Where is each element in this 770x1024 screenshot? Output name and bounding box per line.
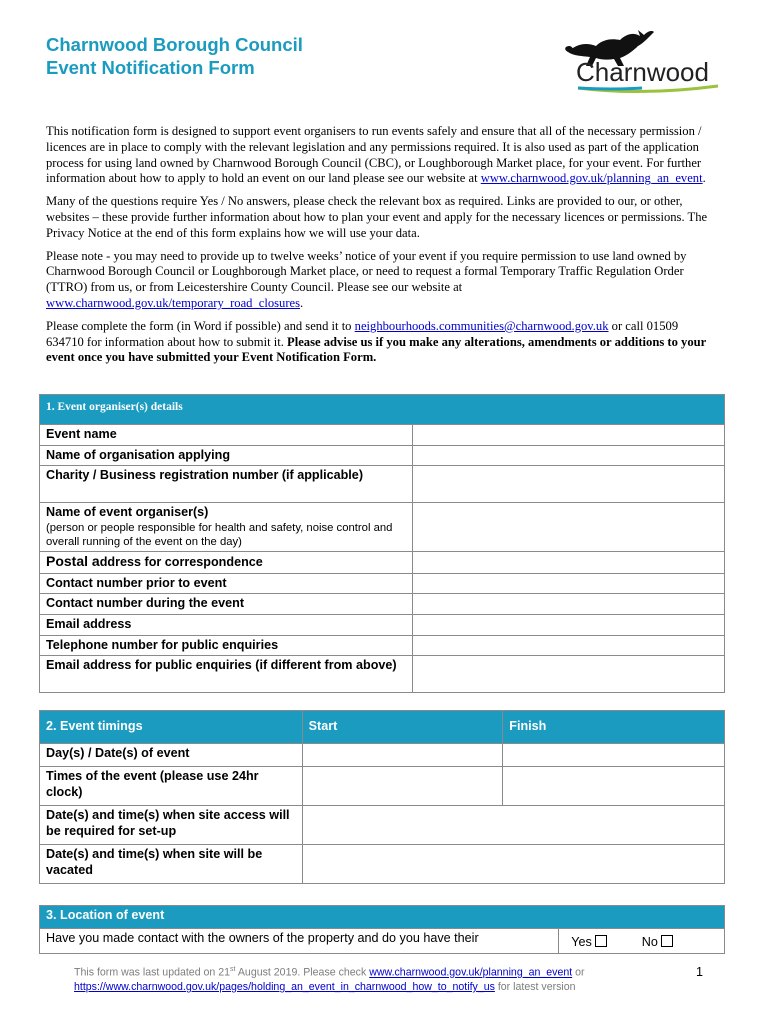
email-address-field[interactable] [412,614,724,635]
event-dates-start[interactable] [302,744,503,767]
organisation-name-label: Name of organisation applying [40,445,413,466]
registration-number-field[interactable] [412,466,724,503]
postal-address-label: Postal address for correspondence [40,552,413,574]
no-checkbox[interactable] [661,935,673,947]
postal-address-field[interactable] [412,552,724,574]
owner-contact-question: Have you made contact with the owners of the property and do you have their [40,929,559,954]
intro-paragraph-1: This notification form is designed to support event organisers to run events safely and ensure that all of the necessary permission / licences are in place to comply with the relevant legislation and any permissions required. It is also used as part of the application process for using land owned by Charnwood Borough Council (CBC), or Loughborough Market place, for your event. For further information about how to apply to hold an event on our land please see our website at www.charnwood.gov.uk/planning_an_event. [46,124,706,186]
logo-text: Charnwood [576,57,709,87]
registration-number-label: Charity / Business registration number (if applicable) [40,466,413,503]
planning-event-link[interactable]: www.charnwood.gov.uk/planning_an_event [480,171,703,186]
intro-paragraph-4: Please complete the form (in Word if possible) and send it to neighbourhoods.communities@charnwood.gov.uk or call 01509 634710 for information about how to submit it. Please advise us if you make any alterations, amendments or additions to your event once you have submitted your Event Notification Form. [46,318,707,365]
form-title [46,33,303,79]
yes-label: Yes [571,935,592,949]
event-times-start[interactable] [302,767,503,806]
advise-note: Please advise us if you make any alterations, amendments or additions to your event once you have submitted your Event Notification Form. [46,334,707,365]
organiser-name-field[interactable] [412,503,724,552]
site-vacated-label: Date(s) and time(s) when site will be vacated [40,845,303,884]
organiser-name-hint: (person or people responsible for health and safety, noise control and overall running of the event on the day) [46,521,393,548]
public-email-field[interactable] [412,656,724,693]
event-times-finish[interactable] [503,767,725,806]
page-number: 1 [696,965,704,979]
public-email-label: Email address for public enquiries (if different from above) [40,656,413,693]
setup-access-field[interactable] [302,806,724,845]
event-timings-table [39,710,725,884]
event-dates-label: Day(s) / Date(s) of event [40,744,303,767]
title-line-2: Event Notification Form [46,57,255,78]
intro-paragraph-3: Please note - you may need to provide up to twelve weeks’ notice of your event if you require permission to use land owned by Charnwood Borough Council or Loughborough Market place, or need to request a formal Temporary Traffic Regulation Order (TTRO) from us, or from Leicestershire County Council. Please see our website at www.charnwood.gov.uk/temporary_road_closures. [46,248,687,310]
location-table [39,905,725,954]
contact-during-label: Contact number during the event [40,594,413,615]
event-name-label: Event name [40,425,413,446]
footer-notify-link[interactable]: https://www.charnwood.gov.uk/pages/holding_an_event_in_charnwood_how_to_notify_us [74,981,495,994]
intro-paragraph-2: Many of the questions require Yes / No answers, please check the relevant box as required. Links are provided to our, or other, websites – these provide further information about how to plan your event and apply for the necessary licences or permissions. The Privacy Notice at the end of this form explains how we will use your data. [46,194,708,240]
setup-access-label: Date(s) and time(s) when site access will be required for set-up [40,806,303,845]
finish-column-header: Finish [503,711,725,744]
start-column-header: Start [302,711,503,744]
contact-during-field[interactable] [412,594,724,615]
section-3-heading: 3. Location of event [40,906,725,929]
public-telephone-label: Telephone number for public enquiries [40,635,413,656]
footer-note: This form was last updated on 21st August 2019. Please check www.charnwood.gov.uk/planning_an_event or https://www.charnwood.gov.uk/pages/holding_an_event_in_charnwood_how_to_notify_us for latest version [74,966,585,994]
organisation-name-field[interactable] [412,445,724,466]
fox-icon [562,26,724,96]
site-vacated-field[interactable] [302,845,724,884]
owner-contact-options [559,929,725,954]
email-link[interactable]: neighbourhoods.communities@charnwood.gov.uk [354,318,609,333]
email-address-label: Email address [40,614,413,635]
road-closures-link[interactable]: www.charnwood.gov.uk/temporary_road_closures [46,295,301,310]
contact-prior-label: Contact number prior to event [40,573,413,594]
event-dates-finish[interactable] [503,744,725,767]
event-name-field[interactable] [412,425,724,446]
section-1-heading: 1. Event organiser(s) details [40,395,725,425]
yes-checkbox[interactable] [595,935,607,947]
footer-planning-link[interactable]: www.charnwood.gov.uk/planning_an_event [369,966,573,979]
section-2-heading: 2. Event timings [40,711,303,744]
no-label: No [641,935,658,949]
title-line-1: Charnwood Borough Council [46,34,303,55]
introduction [46,124,718,373]
event-times-label: Times of the event (please use 24hr clock) [40,767,303,806]
organiser-details-table [39,394,725,693]
contact-prior-field[interactable] [412,573,724,594]
charnwood-logo [562,26,724,96]
public-telephone-field[interactable] [412,635,724,656]
organiser-name-label: Name of event organiser(s) (person or people responsible for health and safety, noise control and overall running of the event on the day) [40,503,413,552]
